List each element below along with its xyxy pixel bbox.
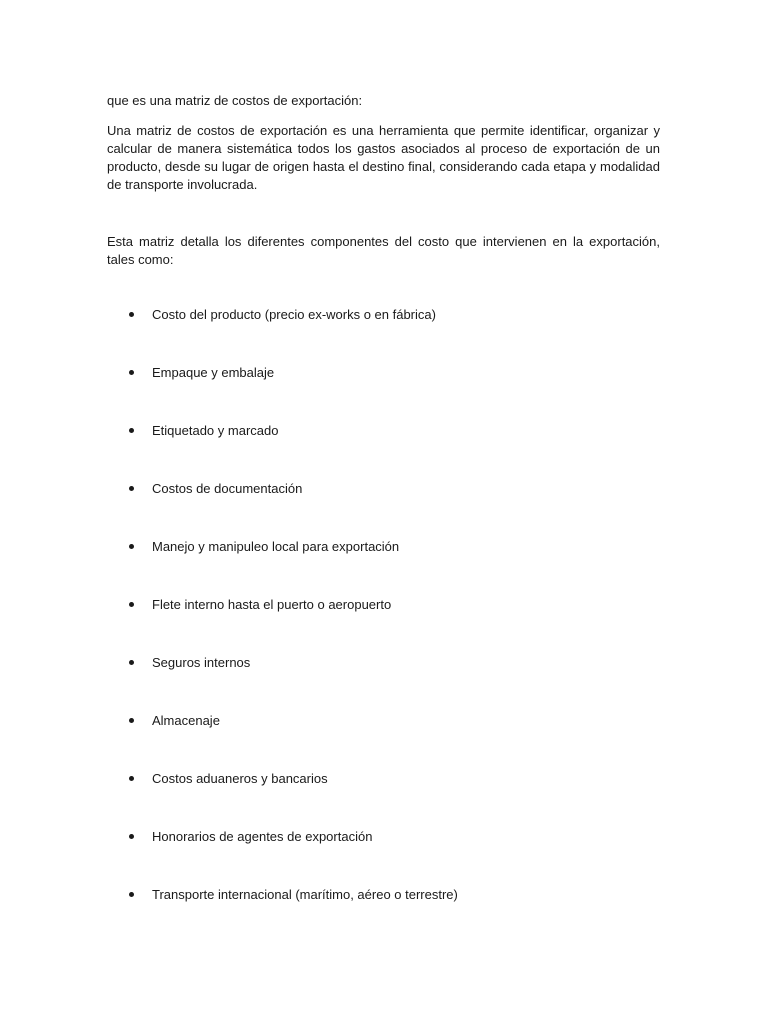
list-item-text: Etiquetado y marcado: [152, 423, 279, 438]
list-item: [107, 363, 660, 421]
list-item-text: Manejo y manipuleo local para exportación: [152, 539, 400, 554]
bullet-icon: [129, 718, 134, 723]
list-item-text: Almacenaje: [152, 713, 220, 728]
definition-paragraph: Una matriz de costos de exportación es una herramienta que permite identificar, organizar y calcular de manera sistemática todos los gastos asociados al proceso de exportación de un producto, desde su lugar de origen hasta el destino final, considerando cada etapa y modalidad de transporte involucrada.: [107, 123, 660, 192]
list-item: [107, 769, 660, 827]
question-heading: que es una matriz de costos de exportación:: [107, 93, 363, 108]
list-item: [107, 885, 660, 943]
list-item-text: Costos de documentación: [152, 481, 303, 496]
bullet-icon: [129, 892, 134, 897]
bullet-icon: [129, 486, 134, 491]
components-intro-paragraph: Esta matriz detalla los diferentes componentes del costo que intervienen en la exportación, tales como:: [107, 234, 660, 267]
bullet-icon: [129, 834, 134, 839]
list-item-text: Flete interno hasta el puerto o aeropuerto: [152, 597, 392, 612]
list-item-text: Costo del producto (precio ex-works o en fábrica): [152, 307, 436, 322]
list-item-text: Empaque y embalaje: [152, 365, 275, 380]
list-item: [107, 711, 660, 769]
list-item: [107, 653, 660, 711]
document-page: [107, 91, 660, 943]
list-item: [107, 595, 660, 653]
bullet-icon: [129, 312, 134, 317]
list-item-text: Transporte internacional (marítimo, aéreo o terrestre): [152, 887, 458, 902]
list-item: [107, 827, 660, 885]
list-item-text: Honorarios de agentes de exportación: [152, 829, 373, 844]
bullet-icon: [129, 602, 134, 607]
bullet-icon: [129, 428, 134, 433]
cost-components-list: [107, 305, 660, 943]
list-item-text: Seguros internos: [152, 655, 251, 670]
list-item: [107, 305, 660, 363]
list-item-text: Costos aduaneros y bancarios: [152, 771, 328, 786]
bullet-icon: [129, 370, 134, 375]
list-item: [107, 479, 660, 537]
bullet-icon: [129, 776, 134, 781]
bullet-icon: [129, 544, 134, 549]
list-item: [107, 421, 660, 479]
bullet-icon: [129, 660, 134, 665]
list-item: [107, 537, 660, 595]
